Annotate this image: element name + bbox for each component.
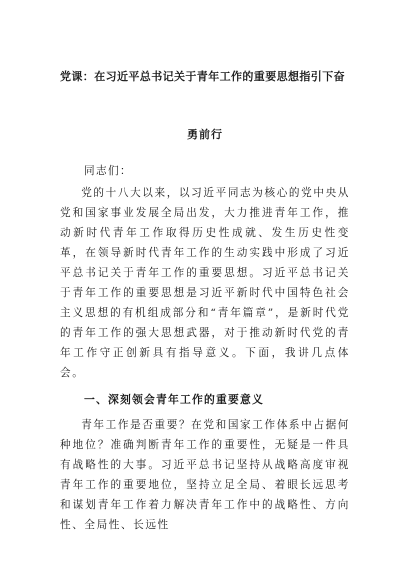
section-heading: 一、深刻领会青年工作的重要意义 bbox=[84, 393, 264, 406]
document-title: 党课：在习近平总书记关于青年工作的重要思想指引下奋 bbox=[60, 70, 345, 83]
document-title-continuation: 勇前行 bbox=[187, 128, 223, 141]
body-paragraph: 党的十八大以来，以习近平同志为核心的党中央从党和国家事业发展全局出发，大力推进青年工作，推动新时代青年工作取得历史性成就、发生历史性变革，在领导新时代青年工作的生动实践中形成了习近平总书记关于青年工作的重要思想。习近平总书记关于青年工作的重要思想是习近平新时代中国特色社会主义思想的有机组成部分和“青年篇章”，是新时代党的青年工作的强大思想武器，对于推动新时代党的青年工作守正创新具有指导意义。下面，我讲几点体会。 bbox=[60, 187, 350, 379]
paragraph-block-2 bbox=[60, 415, 350, 535]
paragraph-block-1 bbox=[60, 183, 350, 383]
greeting: 同志们： bbox=[84, 165, 132, 177]
body-paragraph: 青年工作是否重要？在党和国家工作体系中占据何种地位？准确判断青年工作的重要性，无疑是一件具有战略性的大事。习近平总书记坚持从战略高度审视青年工作的重要地位，坚持立足全局、着眼长远思考和谋划青年工作着力解决青年工作中的战略性、方向性、全局性、长远性 bbox=[60, 419, 350, 531]
